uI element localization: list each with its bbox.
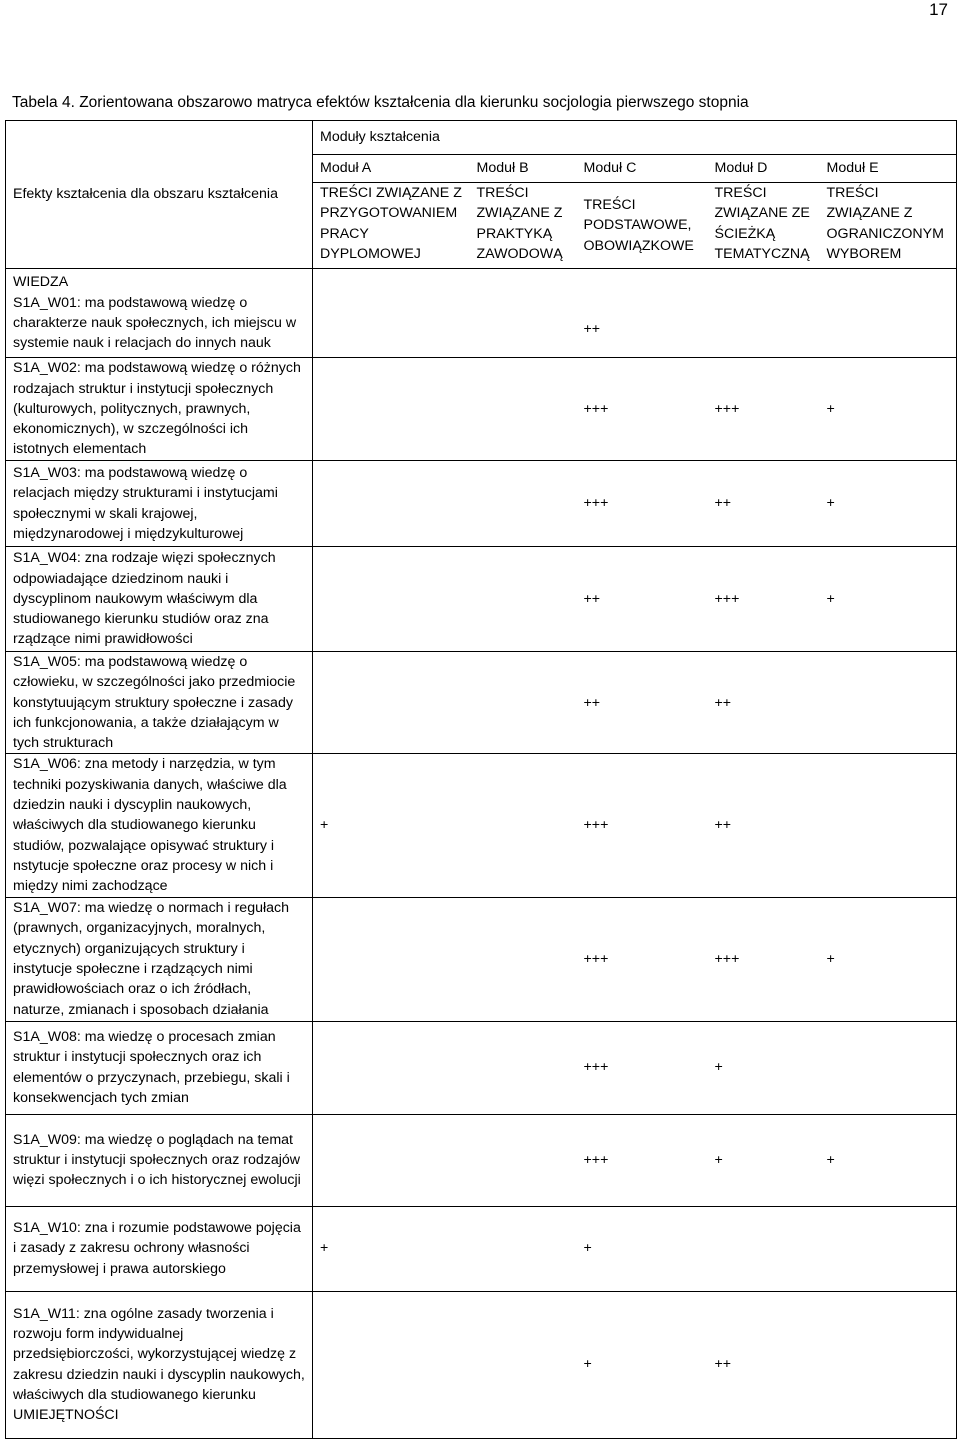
effect-cell [6,461,313,547]
effect-text: S1A_W05: ma podstawową wiedzę o człowieku, w szczególności jako przedmiocie konstytuującym struktury społeczne i zasady ich funkcjonowania, a także działającym w tych strukturach [13,654,296,752]
header-row-modules [6,121,957,155]
mark-module-b [470,897,577,1021]
mark-module-c: ++ [577,547,708,652]
table-row [6,754,957,897]
effect-text: S1A_W11: zna ogólne zasady tworzenia i rozwoju form indywidualnej przedsiębiorczości, wykorzystującej wiedzę z zakresu dziedzin nauki i dyscyplin naukowych, właściwych dla studiowanego kierunku [13,1305,305,1403]
table-row [6,1291,957,1438]
mark-module-a [313,1114,470,1206]
mark-module-a [313,897,470,1021]
mark-module-b [470,547,577,652]
mark-module-e: + [820,547,957,652]
effect-cell [6,754,313,897]
header-effects-label: Efekty kształcenia dla obszaru kształcenia [6,121,313,269]
module-c-name: Moduł C [577,155,708,183]
mark-module-b [470,269,577,358]
mark-module-e: + [820,1114,957,1206]
mark-module-c: + [577,1206,708,1291]
mark-module-a: + [313,1206,470,1291]
mark-module-c: +++ [577,754,708,897]
mark-module-d: + [708,1021,820,1114]
mark-module-e [820,1021,957,1114]
module-b-name: Moduł B [470,155,577,183]
table-row [6,358,957,461]
page-number: 17 [929,0,948,19]
effect-text: S1A_W02: ma podstawową wiedzę o różnych rodzajach struktur i instytucji społecznych (kulturowych, politycznych, prawnych, ekonomicznych), w szczególności ich istotnych elementach [13,360,301,458]
mark-module-e [820,1206,957,1291]
effect-cell [6,1291,313,1438]
mark-module-b [470,358,577,461]
mark-module-a: + [313,754,470,897]
effect-cell [6,897,313,1021]
effect-cell [6,652,313,754]
table-row [6,897,957,1021]
module-b-content: TREŚCI ZWIĄZANE Z PRAKTYKĄ ZAWODOWĄ [470,183,577,269]
table-row [6,461,957,547]
mark-module-b [470,652,577,754]
mark-module-d: +++ [708,547,820,652]
module-e-name: Moduł E [820,155,957,183]
mark-module-a [313,1291,470,1438]
mark-module-c: ++ [577,652,708,754]
mark-module-d: ++ [708,1291,820,1438]
mark-module-e: + [820,897,957,1021]
table-caption: Tabela 4. Zorientowana obszarowo matryca efektów kształcenia dla kierunku socjologia pierwszego stopnia [12,94,749,111]
mark-module-c: +++ [577,897,708,1021]
module-c-content: TREŚCI PODSTAWOWE, OBOWIĄZKOWE [577,183,708,269]
module-a-name: Moduł A [313,155,470,183]
mark-module-d [708,1206,820,1291]
mark-module-a [313,1021,470,1114]
table-row [6,1206,957,1291]
effect-cell [6,1206,313,1291]
effect-text: S1A_W04: zna rodzaje więzi społecznych odpowiadające dziedzinom nauki i dyscyplinom naukowym właściwym dla studiowanego kierunku studiów oraz zna rządzące nimi prawidłowości [13,550,276,648]
mark-module-b [470,754,577,897]
mark-module-c: +++ [577,1021,708,1114]
mark-module-d: ++ [708,461,820,547]
mark-module-b [470,1021,577,1114]
mark-module-a [313,269,470,358]
mark-module-b [470,461,577,547]
mark-module-e [820,652,957,754]
table-row [6,547,957,652]
effect-cell [6,269,313,358]
header-modules-label: Moduły kształcenia [313,121,957,155]
mark-module-c: + [577,1291,708,1438]
effect-text: S1A_W03: ma podstawową wiedzę o relacjach między strukturami i instytucjami społecznymi w skali krajowej, międzynarodowej i międzykulturowej [13,464,278,542]
mark-module-b [470,1291,577,1438]
module-d-name: Moduł D [708,155,820,183]
mark-module-d: +++ [708,897,820,1021]
mark-module-d: +++ [708,358,820,461]
module-a-content: TREŚCI ZWIĄZANE Z PRZYGOTOWANIEM PRACY DYPLOMOWEJ [313,183,470,269]
mark-module-a [313,652,470,754]
module-d-content: TREŚCI ZWIĄZANE ZE ŚCIEŻKĄ TEMATYCZNĄ [708,183,820,269]
mark-module-e [820,269,957,358]
mark-module-a [313,461,470,547]
effect-text: S1A_W06: zna metody i narzędzia, w tym techniki pozyskiwania danych, właściwe dla dziedzin nauki i dyscyplin naukowych, właściwych dla studiowanego kierunku studiów, pozwalające opisywać struktury i nstytucje społeczne oraz procesy w nich i między nimi zachodzące [13,756,287,895]
effect-cell [6,1114,313,1206]
mark-module-e: + [820,358,957,461]
effect-text: S1A_W07: ma wiedzę o normach i regułach (prawnych, organizacyjnych, moralnych, etycznych) organizujących struktury i instytucje społeczne i rządzących nimi prawidłowościach oraz o ich źródłach, naturze, zmianach i sposobach działania [13,900,290,1018]
section-label-wiedza: WIEDZA [13,274,69,291]
module-e-content: TREŚCI ZWIĄZANE Z OGRANICZONYM WYBOREM [820,183,957,269]
mark-module-b [470,1114,577,1206]
mark-module-d: ++ [708,754,820,897]
mark-module-c: ++ [577,269,708,358]
effects-matrix-table [5,120,957,1439]
mark-module-c: +++ [577,358,708,461]
effect-text: S1A_W10: zna i rozumie podstawowe pojęcia i zasady z zakresu ochrony własności przemysłowej i prawa autorskiego [13,1220,301,1277]
mark-module-e [820,1291,957,1438]
effect-text: S1A_W08: ma wiedzę o procesach zmian struktur i instytucji społecznych oraz ich elementów o przyczynach, przebiegu, skali i konsekwencjach tych zmian [13,1028,290,1106]
mark-module-e: + [820,461,957,547]
mark-module-a [313,547,470,652]
mark-module-b [470,1206,577,1291]
table-row [6,652,957,754]
mark-module-a [313,358,470,461]
mark-module-c: +++ [577,1114,708,1206]
effect-text: S1A_W09: ma wiedzę o poglądach na temat struktur i instytucji społecznych oraz rodzajów więzi społecznych i o ich historycznej ewolucji [13,1131,301,1189]
effect-cell [6,547,313,652]
effect-cell [6,1021,313,1114]
section-label-umiejetnosci: UMIEJĘTNOŚCI [13,1407,119,1424]
mark-module-c: +++ [577,461,708,547]
effect-cell [6,358,313,461]
mark-module-d: ++ [708,652,820,754]
table-row [6,269,957,358]
table-row [6,1021,957,1114]
table-row [6,1114,957,1206]
effect-text: S1A_W01: ma podstawową wiedzę o charakterze nauk społecznych, ich miejscu w systemie nauk i relacjach do innych nauk [13,294,297,352]
mark-module-d [708,269,820,358]
mark-module-d: + [708,1114,820,1206]
mark-module-e [820,754,957,897]
